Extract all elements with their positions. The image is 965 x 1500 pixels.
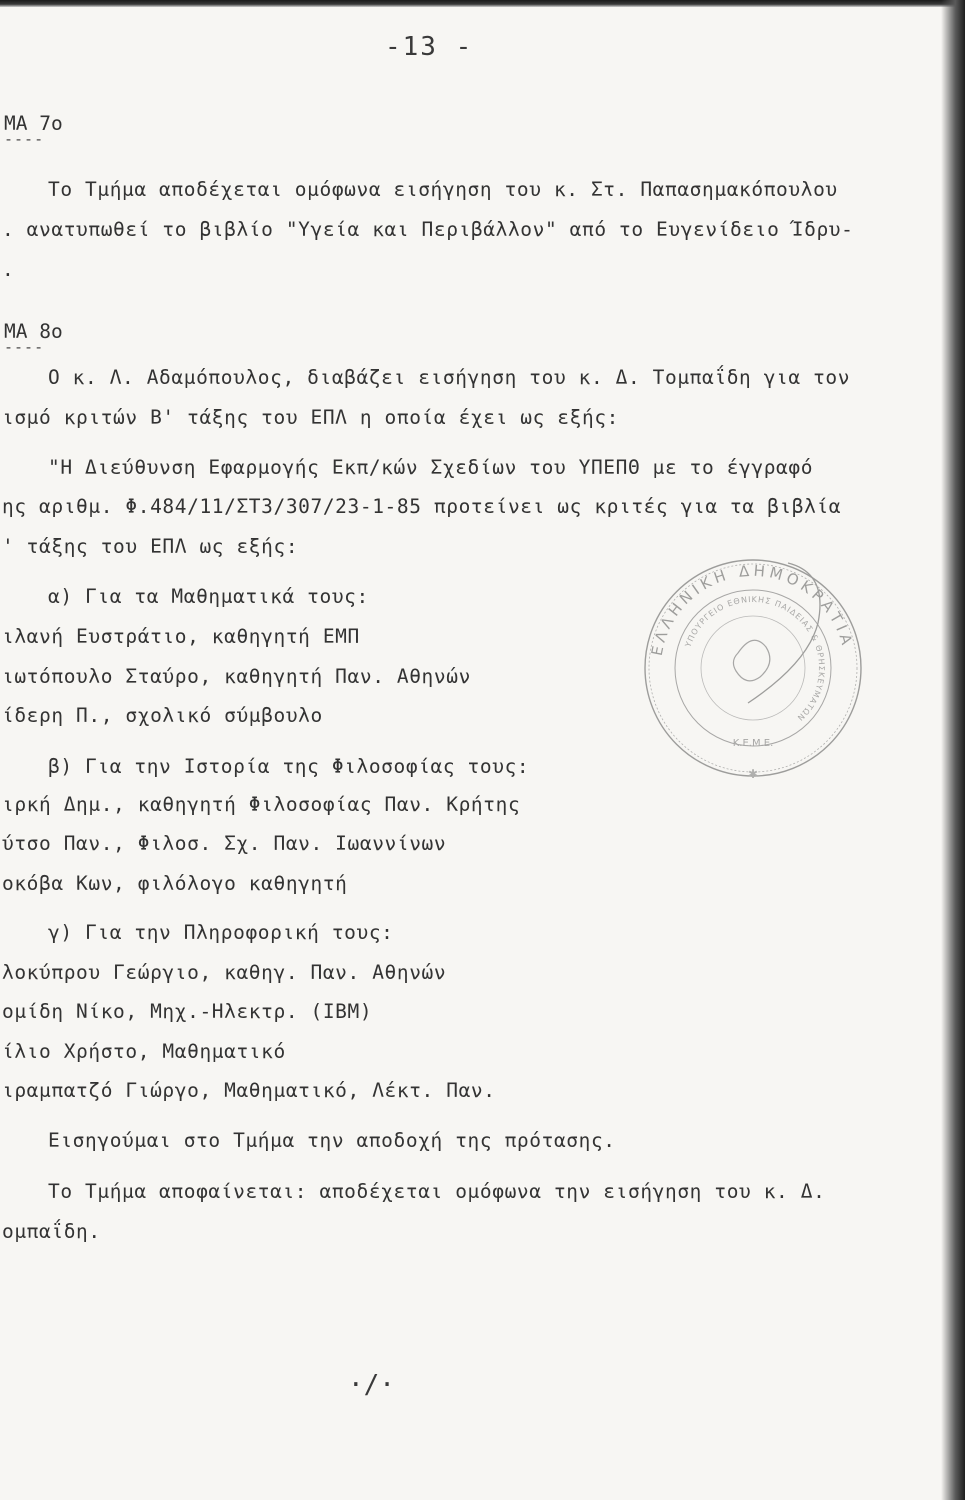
list-heading-c: γ) Για την Πληροφορική τους: xyxy=(48,921,394,944)
list-item: ιλανή Ευστράτιο, καθηγητή ΕΜΠ xyxy=(2,625,360,648)
list-item: ιρκή Δημ., καθηγητή Φιλοσοφίας Παν. Κρήτης xyxy=(2,793,521,816)
list-item: ιραμπατζό Γιώργο, Μαθηματικό, Λέκτ. Παν. xyxy=(2,1079,496,1102)
seal-center-ring xyxy=(701,616,805,720)
text-line: "Η Διεύθυνση Εφαρμογής Εκπ/κών Σχεδίων του ΥΠΕΠΘ με το έγγραφό xyxy=(48,456,814,479)
text-line: . xyxy=(2,258,15,281)
section-heading-7 xyxy=(4,112,63,148)
text-line: Ο κ. Λ. Αδαμόπουλος, διαβάζει εισήγηση του κ. Δ. Τομπαΐδη για τον xyxy=(48,366,851,389)
section-heading-8-text: ΜΑ 8ο xyxy=(4,320,63,343)
page-number: -13 - xyxy=(385,32,474,62)
section-heading-8 xyxy=(4,320,63,356)
decision-line: Το Τμήμα αποφαίνεται: αποδέχεται ομόφωνα την εισήγηση του κ. Δ. xyxy=(48,1180,826,1203)
list-item: ίδερη Π., σχολικό σύμβουλο xyxy=(2,704,323,727)
continuation-mark: ·/· xyxy=(348,1370,395,1400)
section-heading-7-underline: ---- xyxy=(4,130,45,148)
list-item: ομίδη Νίκο, Μηχ.-Ηλεκτρ. (IBM) xyxy=(2,1000,373,1023)
section-heading-8-underline: ---- xyxy=(4,338,45,356)
official-seal-stamp xyxy=(638,548,868,788)
seal-inner-ring xyxy=(675,590,831,746)
text-line: Το Τμήμα αποδέχεται ομόφωνα εισήγηση του κ. Στ. Παπασημακόπουλου xyxy=(48,178,838,201)
seal-star-icon: ✱ xyxy=(747,767,759,781)
list-item: οκόβα Κων, φιλόλογο καθηγητή xyxy=(2,872,348,895)
seal-emblem-icon xyxy=(733,640,769,681)
list-heading-b: β) Για την Ιστορία της Φιλοσοφίας τους: xyxy=(48,755,530,778)
decision-line: ομπαΐδη. xyxy=(2,1220,101,1243)
seal-outer-text-path: ΕΛΛΗΝΙΚΗ ΔΗΜΟΚΡΑΤΙΑ xyxy=(647,561,857,658)
scan-top-border xyxy=(0,0,965,7)
seal-inner-text-path: ΥΠΟΥΡΓΕΙΟ ΕΘΝΙΚΗΣ ΠΑΙΔΕΙΑΣ & ΘΡΗΣΚΕΥΜΑΤΩΝ xyxy=(683,594,827,723)
text-line: ισμό κριτών Β' τάξης του ΕΠΛ η οποία έχει ως εξής: xyxy=(2,406,619,429)
list-item: ιωτόπουλο Σταύρο, καθηγητή Παν. Αθηνών xyxy=(2,665,471,688)
list-item: ίλιο Χρήστο, Μαθηματικό xyxy=(2,1040,286,1063)
scan-right-edge xyxy=(941,0,965,1500)
text-line: ' τάξης του ΕΠΛ ως εξής: xyxy=(2,535,299,558)
section-heading-7-text: ΜΑ 7ο xyxy=(4,112,63,135)
text-line: . ανατυπωθεί το βιβλίο "Υγεία και Περιβάλλον" από το Ευγενίδειο Ίδρυ- xyxy=(2,218,854,241)
list-heading-a: α) Για τα Μαθηματικά τους: xyxy=(48,585,369,608)
list-item: λοκύπρου Γεώργιο, καθηγ. Παν. Αθηνών xyxy=(2,961,447,984)
list-item: ύτσο Παν., Φιλοσ. Σχ. Παν. Ιωαννίνων xyxy=(2,832,447,855)
seal-bottom-text: Κ.Ε.Μ.Ε. xyxy=(732,738,774,749)
text-line: Εισηγούμαι στο Τμήμα την αποδοχή της πρότασης. xyxy=(48,1129,616,1152)
seal-inner-text xyxy=(683,595,826,723)
text-line: ης αριθμ. Φ.484/11/ΣΤ3/307/23-1-85 προτείνει ως κριτές για τα βιβλία xyxy=(2,495,842,518)
